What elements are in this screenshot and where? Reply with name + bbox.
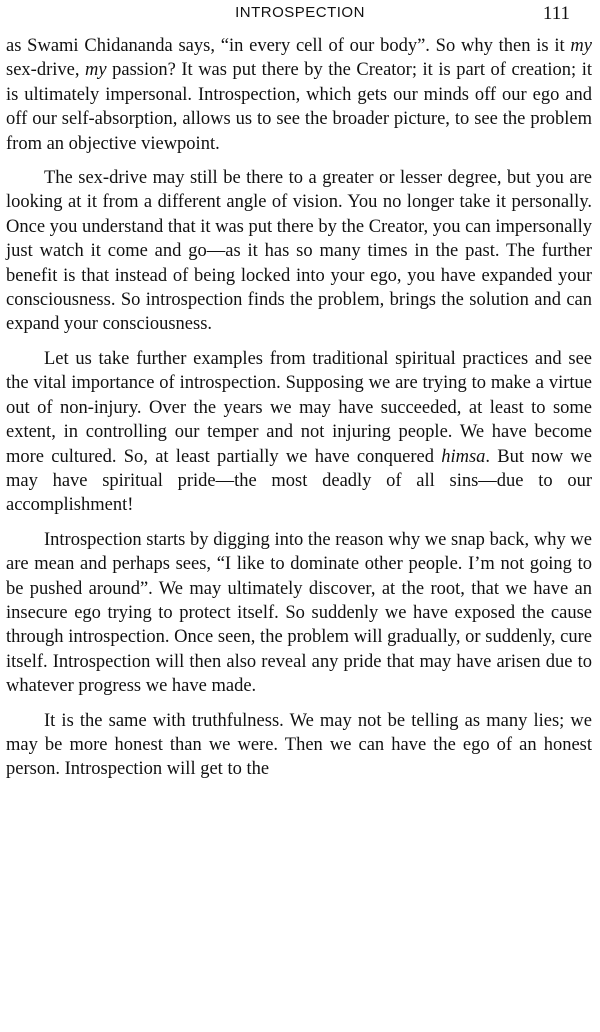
paragraph [6, 166, 592, 337]
text-segment: Introspection starts by digging into the reason why we snap back, why we are mean and perhaps sees, “I like to dominate other people. I’m not going to be pushed around”. We may ultimately discover, at the root, that we have an insecure ego trying to protect itself. So suddenly we have exposed the cause through introspection. Once seen, the problem will gradually, or suddenly, cure itself. Introspection will then also reveal any pride that may have arisen due to whatever progress we have made. [6, 529, 592, 697]
text-segment: passion? It was put there by the Creator; it is part of creation; it is ultimately impersonal. Introspection, which gets our minds off our ego and off our self-absorption, allows us to see the broader picture, to see the problem from an objective viewpoint. [6, 60, 592, 154]
text-segment: . But now we may have spiritual pride—the most deadly of all sins—due to our accomplishment! [6, 446, 592, 516]
running-head [0, 4, 600, 26]
italic-text: my [85, 60, 107, 81]
text-segment: Let us take further examples from traditional spiritual practices and see the vital importance of introspection. Supposing we are trying to make a virtue out of non-injury. Over the years we may have succeeded, at least to some extent, in controlling our temper and not injuring people. We have become more cultured. So, at least partially we have conquered [6, 348, 592, 467]
text-segment: sex-drive, [6, 60, 85, 81]
text-segment: The sex-drive may still be there to a greater or lesser degree, but you are looking at it from a different angle of vision. You no longer take it personally. Once you understand that it was put there by the Creator, you can impersonally just watch it come and go—as it has so many times in the past. The further benefit is that instead of being locked into your ego, you have expanded your consciousness. So introspection finds the problem, brings the solution and can expand your consciousness. [6, 168, 592, 335]
paragraph [6, 34, 592, 156]
paragraph [6, 528, 592, 699]
text-segment: as Swami Chidananda says, “in every cell of our body”. So why then is it [6, 36, 571, 56]
body-text [6, 34, 592, 782]
paragraph [6, 347, 592, 518]
italic-text: my [570, 36, 592, 56]
page-number: 111 [542, 3, 570, 24]
paragraph [6, 709, 592, 782]
running-head-title: INTROSPECTION [235, 4, 365, 21]
italic-text: himsa [441, 446, 486, 467]
text-segment: It is the same with truthfulness. We may not be telling as many lies; we may be more honest than we were. Then we can have the ego of an honest person. Introspection will get to the [6, 710, 592, 780]
